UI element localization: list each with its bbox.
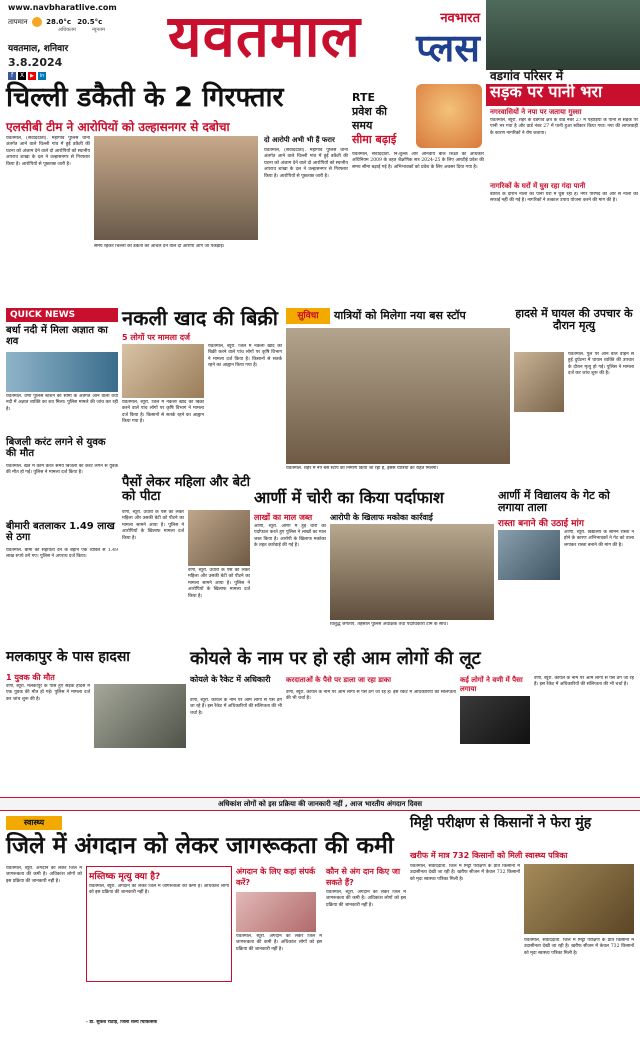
bus-headline: यात्रियों को मिलेगा नया बस स्टॉप: [334, 309, 466, 322]
lead-body: यवतमाल, (संवाददाता). महागांव पुलिस थाना अंतर्गत आने वाले चिल्ली गांव में हुई डकैती की घटना को अंजाम देने वाले दो आरोपियों को स्थानीय अपराध शाखा के दल ने उल्हासनगर से गिरफ्तार किया है। आरोपियों से पूछताछ जारी है।: [6, 136, 90, 167]
lead-story: [6, 84, 348, 304]
health-story: [6, 814, 406, 1046]
assault-headline: पैसों लेकर महिला और बेटी को पीटा: [122, 475, 250, 504]
coal-photo: [460, 696, 530, 744]
health-tag: स्वास्थ्य: [6, 816, 62, 830]
quick-news-head: बीमारी बतलाकर 1.49 लाख से ठगा: [6, 521, 115, 543]
newspaper-title: यवतमाल: [168, 2, 361, 70]
accident-headline: हादसे में घायल की उपचार के दौरान मृत्यु: [515, 307, 633, 332]
soil-sub: खरीफ में मात्र 732 किसानों को मिली स्वास्थ्य पत्रिका: [410, 851, 568, 860]
bus-tag: सुविधा: [286, 308, 330, 324]
health-headline: जिले में अंगदान को लेकर जागरूकता की कमी: [6, 833, 394, 859]
coal-body-2: वणी, ब्यूरो. कोयले के नाम पर आम लोगों से पैसे ठगे जा रहे हैं। इस रैकेट में अधिकारियों की संलिप्तता की भी चर्चा है।: [286, 690, 456, 702]
bus-caption: यवतमाल. शहर में नए बस स्टॉप का निर्माण किया जा रहा है, इससे यात्रियों को राहत मिलेगी।: [286, 466, 439, 471]
soil-headline: मिट्टी परीक्षण से किसानों ने फेरा मुंह: [410, 815, 592, 831]
soil-body: यवतमाल, संवाददाता. जिले में मिट्टी परीक्षण के प्रति किसानों में उदासीनता देखी जा रही है। खरीफ सीजन में केवल 732 किसानों को मृदा स्वास्थ्य पत्रिका मिली है।: [410, 864, 520, 882]
health-box-brain: [86, 866, 232, 982]
top-story: [486, 0, 640, 238]
health-box2-title: अंगदान के लिए कहां संपर्क करें?: [236, 867, 316, 887]
malkapur-story: [6, 650, 186, 794]
coal-sub3: कई लोगों ने वणी में पैसा लगाया: [460, 676, 523, 693]
social-icons: [8, 72, 46, 80]
fake-fert-sub: 5 लोगों पर मामला दर्ज: [122, 333, 190, 342]
health-photo: [236, 892, 316, 932]
lead-photo-caption: समय रहकर चिल्ली की डकैती की आंचल देने वाले दो आरोपी आगे जा पकड़ाई।: [94, 244, 225, 249]
x-icon[interactable]: X: [19, 72, 25, 79]
coal-body: वणी, ब्यूरो. कोयले के नाम पर आम लोगों से पैसे ठगे जा रहे हैं। इस रैकेट में अधिकारियों की संलिप्तता की भी चर्चा है।: [190, 698, 282, 716]
theft-caption: विशुद्ध जगताप, तहसील पुलिस अधीक्षक तथा पदाधिकारी टीम के साथ।: [330, 622, 448, 627]
health-quote: - डॉ. सुकेश राठोड़, जिला शल्य चिकित्सक: [86, 1020, 158, 1025]
coal-body-3: वणी, ब्यूरो. कोयले के नाम पर आम लोगों से पैसे ठगे जा रहे हैं। इस रैकेट में अधिकारियों की संलिप्तता की भी चर्चा है।: [534, 676, 634, 688]
rte-story: [352, 84, 484, 304]
top-story-subhead: नागरिकों के घरों में घुस रहा गंदा पानी: [490, 182, 586, 190]
theft-sub2: आरोपी के खिलाफ मकोका कार्रवाई: [330, 513, 433, 522]
school-sub: रास्ता बनाने की उठाई मांग: [498, 519, 584, 529]
fake-fertilizer-story: [122, 308, 282, 472]
ticker-bar: [0, 797, 640, 811]
assault-body-2: वणी, ब्यूरो. उधारी के पैसे को लेकर महिला और उसकी बेटी को पीटने का मामला सामने आया है। पुलिस ने आरोपियों के खिलाफ मामला दर्ज किया है।: [188, 568, 250, 599]
malkapur-sub: 1 युवक की मौत: [6, 673, 55, 682]
accident-photo: [514, 352, 564, 412]
quick-news-head: बिजली करंट लगने से युवक की मौत: [6, 437, 106, 459]
top-story-photo: [486, 0, 640, 70]
theft-photo: [330, 524, 494, 620]
brand-logo: [380, 8, 480, 78]
temp-min: 20.5°c: [77, 18, 103, 26]
coal-headline: कोयले के नाम पर हो रही आम लोगों की लूट: [190, 648, 481, 669]
lead-headline: चिल्ली डकैती के 2 गिरफ्तार: [6, 82, 284, 113]
temp-min-label: न्यूनतम: [92, 27, 105, 33]
health-box3-body: यवतमाल, ब्यूरो. अंगदान को लेकर जिले में जागरूकता की कमी है। अधिकांश लोगों को इस प्रक्रिया की जानकारी नहीं है।: [326, 890, 406, 908]
bus-photo: [286, 328, 510, 464]
facebook-icon[interactable]: f: [8, 72, 16, 80]
youtube-icon[interactable]: ▶: [28, 72, 36, 80]
temp-max-label: अधिकतम: [58, 27, 76, 33]
brand-bottom: प्लस: [416, 26, 480, 70]
quick-news-label: QUICK NEWS: [6, 308, 118, 322]
lead-aside-head: दो आरोपी अभी भी हैं फरार: [264, 136, 335, 144]
rte-illustration: [416, 84, 482, 148]
fake-fert-body: यवतमाल, ब्यूरो. जिले में नकली खाद की बिक्री करने वाले पांच लोगों पर कृषि विभाग ने मामला दर्ज किया है। किसानों से सतर्क रहने का आह्वान किया गया है।: [122, 400, 204, 425]
lead-photo: [94, 136, 258, 240]
issue-date: 3.8.2024: [8, 56, 63, 69]
soil-body-2: यवतमाल, संवाददाता. जिले में मिट्टी परीक्षण के प्रति किसानों में उदासीनता देखी जा रही है। खरीफ सीजन में केवल 732 किसानों को मृदा स्वास्थ्य पत्रिका मिली है।: [524, 938, 634, 956]
linkedin-icon[interactable]: in: [39, 73, 45, 79]
temp-max: 28.0°c: [46, 18, 72, 26]
quick-news-body: यवतमाल. खेत में काम करते समय बिजली का करंट लगने से युवक की मौत हो गई। पुलिस ने मामला दर्ज किया है।: [6, 464, 118, 476]
assault-story: [122, 476, 250, 646]
rte-title-2: प्रवेश की: [352, 105, 387, 118]
health-box3-title: कौन से अंग दान किए जा सकते हैं?: [326, 867, 401, 887]
school-headline: आर्णी में विद्यालय के गेट को लगाया ताला: [498, 489, 610, 514]
soil-photo: [524, 864, 634, 934]
rte-title-4: सीमा बढ़ाई: [352, 133, 397, 146]
quick-news-body: यवतमाल. वणी पुलिस स्टेशन की सीमा के अंतर्गत आने वाली वर्धा नदी में अज्ञात व्यक्ति का शव मिला। पुलिस मामले की जांच कर रही है।: [6, 394, 118, 412]
rte-body: यवतमाल, संवाददाता. नि:शुल्क और अनिवार्य बाल शिक्षा का अधिकार अधिनियम 2009 के तहत शैक्षणिक सत्र 2024-25 के लिए आरटीई प्रवेश की समय सीमा बढ़ाई गई है। अभिभावकों को प्रवेश के लिए अवसर दिया गया है।: [352, 152, 484, 170]
top-story-body: यवतमाल, ब्यूरो. शहर के वडगांव क्षेत्र के वार्ड नंबर 27 में पहाड़ियों के पानी से सड़क पर पानी भर गया है और वार्ड नंबर 27 में पानी हुआ स्वीकार किया गया। नपा की लापरवाही के कारण नागरिकों ने रोष जताया।: [490, 118, 638, 136]
rte-title-3: समय: [352, 119, 373, 132]
health-box2-body: यवतमाल, ब्यूरो. अंगदान को लेकर जिले में जागरूकता की कमी है। अधिकांश लोगों को इस प्रक्रिया की जानकारी नहीं है।: [236, 934, 322, 952]
lead-aside-body: यवतमाल, (संवाददाता). महागांव पुलिस थाना अंतर्गत आने वाले चिल्ली गांव में हुई डकैती की घटना को अंजाम देने वाले दो आरोपियों को स्थानीय अपराध शाखा के दल ने उल्हासनगर से गिरफ्तार किया है। आरोपियों से पूछताछ जारी है।: [264, 148, 348, 179]
theft-sub: लाखों का माल जब्त: [254, 513, 313, 522]
sun-icon: [32, 17, 42, 27]
top-story-subbody: बारिश के दौरान नालों का पानी घरों में घुस रहा है। नगर परिषद की ओर से नालों की सफाई नहीं की गई है। नागरिकों ने तत्काल उपाय योजना करने की मांग की है।: [490, 192, 638, 204]
theft-body: आर्णी, ब्यूरो. आर्णी में हुई चोरी का पर्दाफाश करते हुए पुलिस ने लाखों का माल जब्त किया है। आरोपी के खिलाफ मकोका के तहत कार्रवाई की गई है।: [254, 524, 326, 549]
assault-body: वणी, ब्यूरो. उधारी के पैसे को लेकर महिला और उसकी बेटी को पीटने का मामला सामने आया है। पुलिस ने आरोपियों के खिलाफ मामला दर्ज किया है।: [122, 510, 184, 541]
coal-sub2: करदाताओं के पैसे पर डाला जा रहा डाका: [286, 676, 391, 684]
coal-story: [190, 650, 634, 794]
school-body: आर्णी, ब्यूरो. विद्यालय के सामने रास्ता न होने के कारण अभिभावकों ने गेट को ताला लगाकर रास्ता बनाने की मांग की है।: [564, 530, 634, 548]
website-url[interactable]: www.navbharatlive.com: [8, 3, 117, 12]
weather-block: [8, 17, 102, 27]
city-day: यवतमाल, शनिवार: [8, 44, 69, 54]
soil-story: [410, 814, 634, 1046]
bus-stop-story: [286, 308, 510, 488]
ticker-text: अधिकांश लोगों को इस प्रक्रिया की जानकारी नहीं , आज भारतीय अंगदान दिवस: [217, 800, 423, 808]
health-box1-body: यवतमाल, ब्यूरो. अंगदान को लेकर जिले में जागरूकता की कमी है। अधिकांश लोगों को इस प्रक्रिया की जानकारी नहीं है।: [89, 884, 229, 896]
health-body: यवतमाल, ब्यूरो. अंगदान को लेकर जिले में जागरूकता की कमी है। अधिकांश लोगों को इस प्रक्रिया की जानकारी नहीं है।: [6, 866, 82, 884]
theft-headline: आर्णी में चोरी का किया पर्दाफाश: [254, 488, 444, 507]
quick-news: [6, 308, 118, 646]
quick-news-body: यवतमाल. बीमा की सहायता देने के बहाने एक व्यक्ति से 1.49 लाख रुपये ठगे गए। पुलिस ने अपराध दर्ज किया।: [6, 548, 118, 560]
top-story-caption: नगरवासियों ने नपा पर जताया गुस्सा: [490, 108, 582, 116]
health-box1-title: मस्तिष्क मृत्यु क्या है?: [89, 872, 161, 882]
health-box-organs: [326, 866, 406, 1044]
rte-title-1: RTE: [352, 91, 375, 104]
school-photo: [498, 530, 560, 580]
malkapur-body: वणी, ब्यूरो. मलकापुर के पास हुए सड़क हादसे में एक युवक की मौत हो गई। पुलिस ने मामला दर्ज कर जांच शुरू की है।: [6, 684, 90, 702]
top-story-kicker: वडगांव परिसर में: [490, 69, 564, 83]
accident-body: यवतमाल. पुल पर आने वाले वाहन से हुई दुर्घटना में घायल व्यक्ति की उपचार के दौरान मृत्यु हो गई। पुलिस ने मामला दर्ज कर जांच शुरू की है।: [568, 352, 634, 377]
temp-label: तापमान: [8, 18, 28, 26]
quick-news-head: बर्धा नदी में मिला अज्ञात का शव: [6, 325, 108, 347]
theft-story: [254, 490, 494, 646]
malkapur-headline: मलकापुर के पास हादसा: [6, 649, 130, 665]
quick-news-photo: [6, 352, 118, 392]
school-story: [498, 490, 634, 646]
accident-story: [514, 308, 634, 488]
brand-top: नवभारत: [440, 11, 480, 26]
fake-fert-photo: [122, 344, 204, 398]
malkapur-photo: [94, 684, 186, 748]
top-story-headline: सड़क पर पानी भरा: [486, 84, 640, 106]
coal-sub1: कोयले के रैकेट में अधिकारी: [190, 675, 271, 684]
assault-photo: [188, 510, 250, 566]
health-box-contact: [236, 866, 322, 1016]
lead-subheadline: एलसीबी टीम ने आरोपियों को उल्हासनगर से दबोचा: [6, 120, 230, 134]
fake-fert-body-2: यवतमाल, ब्यूरो. जिले में नकली खाद की बिक्री करने वाले पांच लोगों पर कृषि विभाग ने मामला दर्ज किया है। किसानों से सतर्क रहने का आह्वान किया गया है।: [208, 344, 282, 369]
fake-fert-headline: नकली खाद की बिक्री: [122, 306, 278, 330]
